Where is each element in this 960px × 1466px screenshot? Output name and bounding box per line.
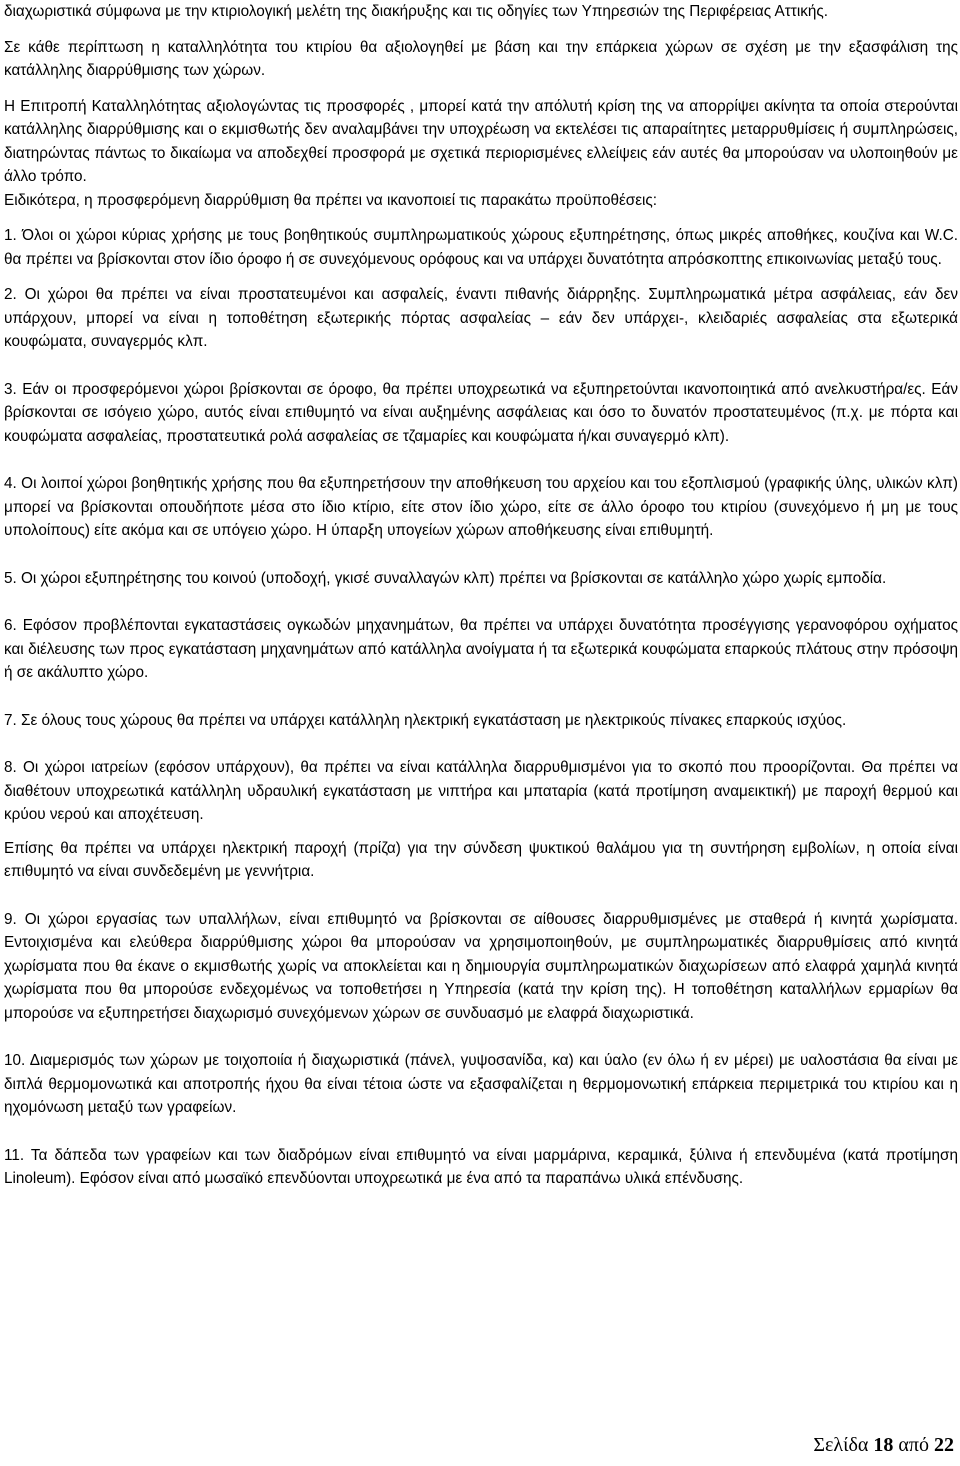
requirement-item-4: 4. Οι λοιποί χώροι βοηθητικής χρήσης που θα εξυπηρετήσουν την αποθήκευση του αρχείου και του εξοπλισμού (γραφικής ύλης, υλικών κλπ) μπορεί να βρίσκονται οπουδήποτε μέσα στο ίδιο κτίριο, είτε στον ίδιο χώρο, είτε σε άλλο όροφο του κτιρίου (συνεχόμενο ή μη με τους υπολοίπους) είτε ακόμα και σε υπόγειο χώρο. Η ύπαρξη υπογείων χώρων αποθήκευσης είναι επιθυμητή.: [4, 475, 958, 539]
requirement-item-5: 5. Οι χώροι εξυπηρέτησης του κοινού (υποδοχή, γκισέ συναλλαγών κλπ) πρέπει να βρίσκονται σε κατάλληλο χώρο χωρίς εμποδία.: [4, 569, 887, 587]
requirement-item-9: 9. Οι χώροι εργασίας των υπαλλήλων, είναι επιθυμητό να βρίσκονται σε αίθουσες διαρρυθμισμένες με σταθερά ή κινητά χωρίσματα. Εντοιχισμένα και ελεύθερα διαρρύθμισης χώροι θα μπορούσαν να χρησιμοποιηθούν, με συμπληρωματικές διαρρυθμίσεις από κινητά χωρίσματα που θα έκανε ο εκμισθωτής χωρίς να αποκλείεται και η δημιουργία συμπληρωματικών διαχωρίσεων από ελαφρά χαμηλά κινητά χωρίσματα που θα μπορούσε ενδεχομένως να τοποθετήσει η Υπηρεσία (κατά την κρίση της). Η τοποθέτηση καταλλήλων ερμαρίων θα μπορούσε να εξυπηρετήσει διαχωρισμό συνεχόμενων χώρων σε συνδυασμό με ελαφρά διαχωριστικά.: [4, 910, 958, 1022]
requirement-item-7: 7. Σε όλους τους χώρους θα πρέπει να υπάρχει κατάλληλη ηλεκτρική εγκατάσταση με ηλεκτρικούς πίνακες επαρκούς ισχύος.: [4, 711, 847, 729]
paragraph-requirements-intro: Ειδικότερα, η προσφερόμενη διαρρύθμιση θα πρέπει να ικανοποιεί τις παρακάτω προϋποθέσεις:: [4, 191, 658, 209]
page-of-word: από: [898, 1434, 929, 1456]
requirement-item-1: 1. Όλοι οι χώροι κύριας χρήσης με τους βοηθητικούς συμπληρωματικούς χώρους εξυπηρέτησης, όπως μικρές αποθήκες, κουζίνα και W.C. θα πρέπει να βρίσκονται στον ίδιο όροφο ή σε συνεχόμενους ορόφους και να υπάρχει δυνατότητα απρόσκοπτης επικοινωνίας μεταξύ τους.: [4, 227, 958, 268]
document-page: [4, 0, 958, 1191]
requirement-item-10: 10. Διαμερισμός των χώρων με τοιχοποιία ή διαχωριστικά (πάνελ, γυψοσανίδα, κα) και ύαλο (εν όλω ή εν μέρει) με υαλοστάσια θα είναι με διπλά θερμομονωτικά και αποτροπής ήχου θα είναι τέτοια ώστε να εξασφαλίζεται η θερμομονωτική επάρκεια περιμετρικά του κτιρίου και η ηχομόνωση μεταξύ των γραφείων.: [4, 1052, 958, 1116]
page-current: 18: [873, 1434, 894, 1456]
requirement-item-11: 11. Τα δάπεδα των γραφείων και των διαδρόμων είναι επιθυμητό να είναι μαρμάρινα, κεραμικά, ξύλινα ή επενδυμένα (κατά προτίμηση Linoleum). Εφόσον είναι από μωσαϊκό επενδύονται υποχρεωτικά με ένα από τα παραπάνω υλικά επένδυσης.: [4, 1146, 958, 1187]
requirement-item-3: 3. Εάν οι προσφερόμενοι χώροι βρίσκονται σε όροφο, θα πρέπει υποχρεωτικά να εξυπηρετούνται ικανοποιητικά από ανελκυστήρα/ες. Εάν βρίσκονται σε ισόγειο χώρο, αυτός είναι επιθυμητό να είναι αυξημένης ασφάλειας και όσο το δυνατόν προστατευμένος (π.χ. με πόρτα και κουφώματα ασφαλείας, προστατευτικά ρολά ασφαλείας σε τζαμαρίες και κουφώματα ή/και συναγερμό κλπ).: [4, 380, 958, 445]
requirement-item-8: 8. Οι χώροι ιατρείων (εφόσον υπάρχουν), θα πρέπει να είναι κατάλληλα διαρρυθμισμένοι για το σκοπό που προορίζονται. Θα πρέπει να διαθέτουν υποχρεωτικά κατάλληλη υδραυλική εγκατάσταση με νιπτήρα και μπαταρία (κατά προτίμηση αναμεικτική) με παροχή θερμού και κρύου νερού και αποχέτευση.: [4, 759, 958, 823]
page-word: Σελίδα: [813, 1434, 869, 1456]
page-total: 22: [934, 1434, 954, 1456]
paragraph-intro-continued: διαχωριστικά σύμφωνα με την κτιριολογική μελέτη της διακήρυξης και τις οδηγίες των Υπηρεσιών της Περιφέρειας Αττικής.: [4, 3, 828, 20]
paragraph-committee: Η Επιτροπή Καταλληλότητας αξιολογώντας τις προσφορές , μπορεί κατά την απόλυτή κρίση της να απορρίψει ακίνητα τα οποία στερούνται κατάλληλης διαρρύθμισης και ο εκμισθωτής δεν αναλαμβάνει την υποχρέωση να εκτελέσει τις απαραίτητες μεταρρυθμίσεις ή συμπληρώσεις, διατηρώντας πάντως το δικαίωμα να αποδεχθεί προσφορά με σχετικά περιορισμένες ελλείψεις εάν αυτές θα μπορούσαν να υλοποιηθούν με άλλο τρόπο.: [4, 97, 958, 185]
requirement-item-2: 2. Οι χώροι θα πρέπει να είναι προστατευμένοι και ασφαλείς, έναντι πιθανής διάρρηξης. Συμπληρωματικά μέτρα ασφάλειας, εάν δεν υπάρχουν, μπορεί να είναι η τοποθέτηση εξωτερικής πόρτας ασφαλείας – εάν δεν υπάρχει-, κλειδαριές ασφαλείας στα εξωτερικά κουφώματα, συναγερμός κλπ.: [4, 286, 958, 350]
requirement-item-8-continued: Επίσης θα πρέπει να υπάρχει ηλεκτρική παροχή (πρίζα) για την σύνδεση ψυκτικού θαλάμου για τη συντήρηση εμβολίων, η οποία είναι επιθυμητό να είναι συνδεδεμένη με γεννήτρια.: [4, 839, 958, 880]
requirement-item-6: 6. Εφόσον προβλέπονται εγκαταστάσεις ογκωδών μηχανημάτων, θα πρέπει να υπάρχει δυνατότητα προσέγγισης γερανοφόρου οχήματος και διέλευσης των προς εγκατάσταση μηχανημάτων από κατάλληλα ανοίγματα ή τα εξωτερικά κουφώματα επαρκούς πλάτους στην πρόσοψη ή σε ακάλυπτο χώρο.: [4, 617, 958, 681]
paragraph-suitability: Σε κάθε περίπτωση η καταλληλότητα του κτιρίου θα αξιολογηθεί με βάση και την επάρκεια χώρων σε σχέση με την εξασφάλιση της κατάλληλης διαρρύθμισης των χώρων.: [4, 38, 958, 79]
page-number-footer: [813, 1432, 954, 1458]
